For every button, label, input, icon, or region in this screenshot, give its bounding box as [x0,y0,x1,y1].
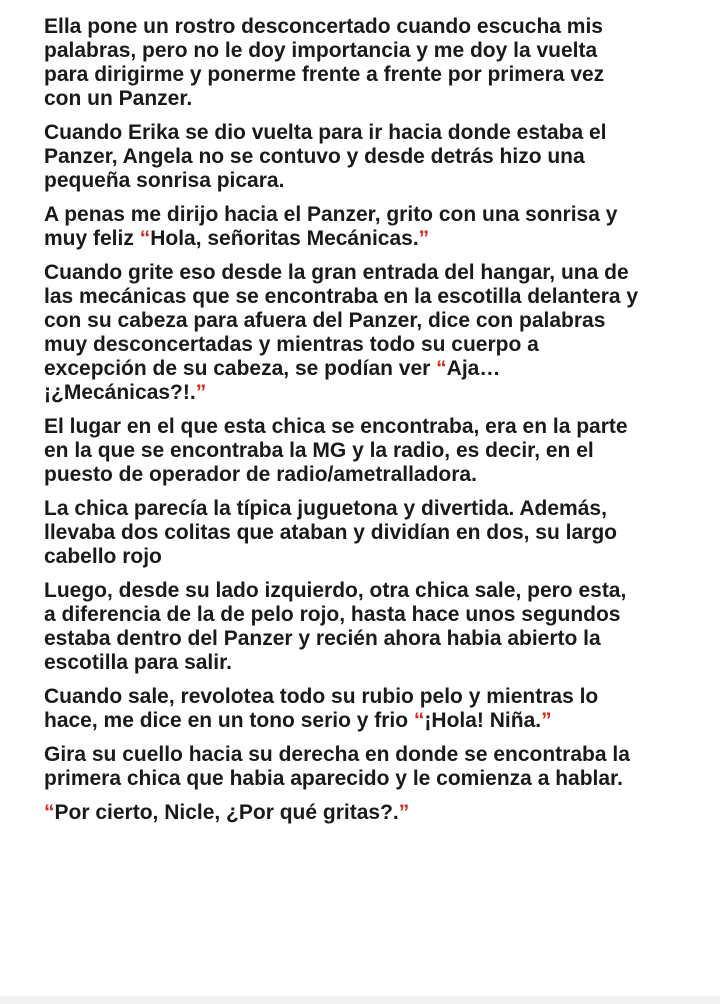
paragraph-5 [44,415,700,487]
dialogue-text: Aja… ¡¿Mecánicas?!. [44,357,501,404]
text-segment: Luego, desde su lado izquierdo, otra chica sale, pero esta, a diferencia de la de pelo rojo, hasta hace unos segundos estaba dentro del Panzer y recién ahora habia abierto la escotilla para salir. [44,579,627,674]
open-quote-mark: “ [413,709,425,732]
paragraph-6 [44,497,700,569]
open-quote-mark: “ [44,801,55,824]
bottom-edge-bar [0,996,720,1004]
text-segment: Cuando grite eso desde la gran entrada del hangar, una de las mecánicas que se encontraba en la escotilla delantera y con su cabeza para afuera del Panzer, dice con palabras muy desconcertadas y mientras todo su cuerpo a excepción de su cabeza, se podían ver [44,261,639,380]
paragraph-9 [44,743,700,791]
open-quote-mark: “ [436,357,447,380]
text-segment: Gira su cuello hacia su derecha en donde se encontraba la primera chica que habia aparecido y le comienza a hablar. [44,743,630,790]
paragraph-8 [44,685,700,733]
text-segment: Cuando sale, revolotea todo su rubio pelo y mientras lo hace, me dice en un tono serio y frio [44,685,599,732]
paragraph-7 [44,579,700,675]
text-segment: A penas me dirijo hacia el Panzer, grito con una sonrisa y muy feliz [44,203,618,250]
close-quote-mark: ” [195,381,207,404]
open-quote-mark: “ [139,227,151,250]
text-segment: Ella pone un rostro desconcertado cuando escucha mis palabras, pero no le doy importancia y me doy la vuelta para dirigirme y ponerme frente a frente por primera vez con un Panzer. [44,15,605,110]
paragraph-4 [44,261,700,405]
text-segment: La chica parecía la típica juguetona y divertida. Además, llevaba dos colitas que ataban y dividían en dos, su largo cabello rojo [44,497,617,568]
dialogue-text: Por cierto, Nicle, ¿Por qué gritas?. [54,801,399,824]
paragraph-2 [44,121,700,193]
close-quote-mark: ” [398,801,410,824]
paragraph-1 [44,15,700,111]
dialogue-text: Hola, señoritas Mecánicas. [150,227,419,250]
dialogue-text: ¡Hola! Niña. [424,709,542,732]
close-quote-mark: ” [541,709,552,732]
paragraph-10 [44,801,700,825]
text-segment: El lugar en el que esta chica se encontraba, era en la parte en la que se encontraba la MG y la radio, es decir, en el puesto de operador de radio/ametralladora. [44,415,628,486]
text-segment: Cuando Erika se dio vuelta para ir hacia donde estaba el Panzer, Angela no se contuvo y desde detrás hizo una pequeña sonrisa picara. [44,121,607,192]
close-quote-mark: ” [418,227,430,250]
paragraph-3 [44,203,700,251]
